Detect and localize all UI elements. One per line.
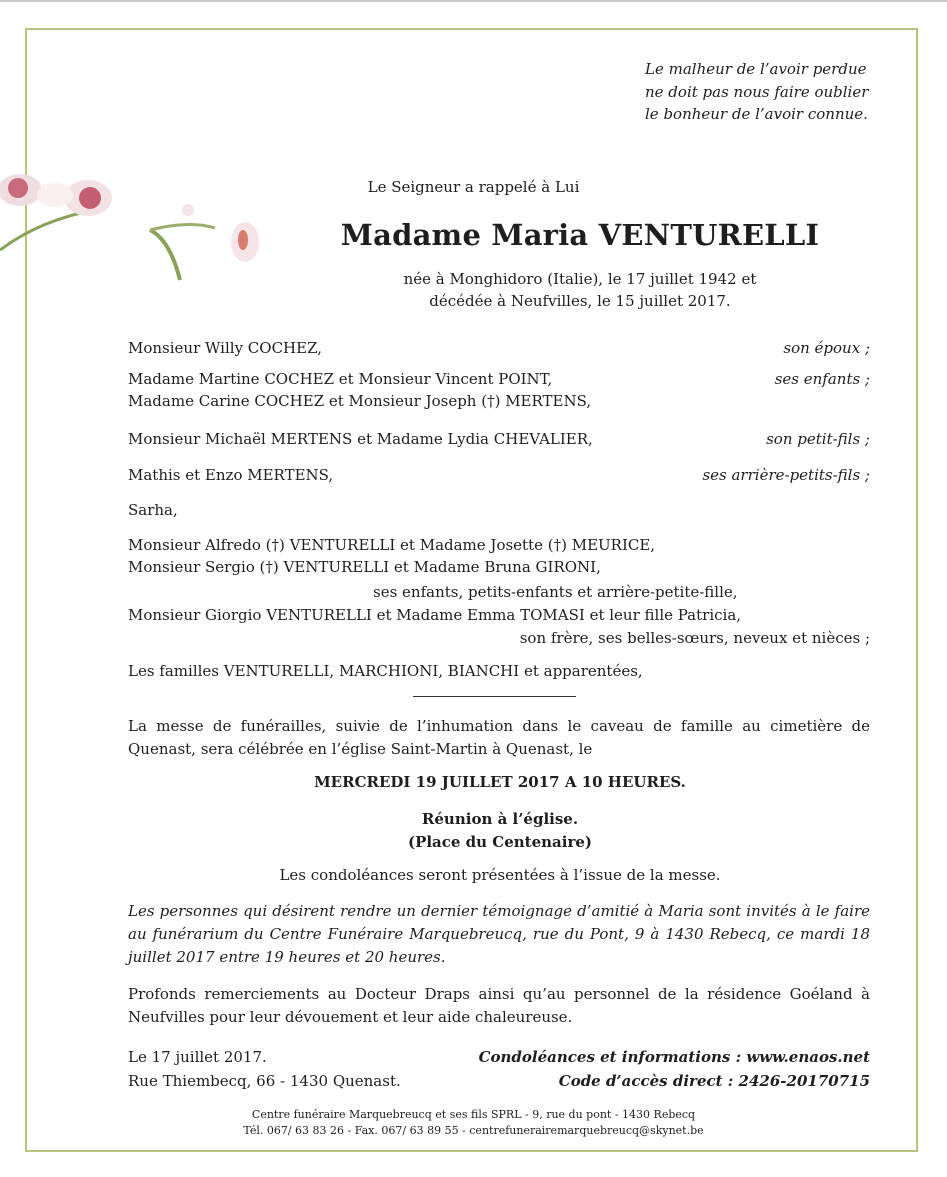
family-entry [128, 428, 870, 450]
quote-line: le bonheur de l’avoir connue. [645, 105, 868, 123]
family-entry [128, 660, 870, 682]
family-name: Les familles VENTURELLI, MARCHIONI, BIANCHI et apparentées, [128, 662, 643, 680]
funeral-text: La messe de funérailles, suivie de l’inhumation dans le caveau de famille au cimetière de Quenast, sera célébrée en l’église Saint-Martin à Quenast, le [128, 717, 870, 758]
notice-date: Le 17 juillet 2017. [128, 1048, 267, 1066]
family-relation: son frère, ses belles-sœurs, neveux et nièces ; [519, 629, 870, 647]
notice-address: Rue Thiembecq, 66 - 1430 Quenast. [128, 1072, 401, 1090]
intro-line: Le Seigneur a rappelé à Lui [367, 178, 580, 196]
epigraph-quote [645, 58, 905, 126]
date-place [128, 1045, 401, 1093]
family-name: Madame Martine COCHEZ et Monsieur Vincent POINT, [128, 370, 553, 388]
family-name: Sarha, [128, 501, 178, 519]
access-code: Code d’accès direct : 2426-20170715 [558, 1072, 870, 1090]
family-name: Monsieur Giorgio VENTURELLI et Madame Emma TOMASI et leur fille Patricia, [128, 606, 742, 624]
family-name: Mathis et Enzo MERTENS, [128, 466, 334, 484]
top-rule [0, 0, 947, 2]
meeting-info [0, 808, 947, 854]
separator-line [413, 696, 576, 697]
meeting-place: Réunion à l’église. [421, 810, 579, 828]
quote-line: Le malheur de l’avoir perdue [645, 60, 867, 78]
thanks-text: Profonds remerciements au Docteur Draps ainsi qu’au personnel de la résidence Goéland à Neufvilles pour leur dévouement et leur aide chaleureuse. [128, 985, 870, 1026]
family-relation: son époux ; [783, 339, 870, 357]
family-name: Monsieur Alfredo (†) VENTURELLI et Madame Josette (†) MEURICE, [128, 536, 656, 554]
family-name: Monsieur Sergio (†) VENTURELLI et Madame Bruna GIRONI, [128, 558, 601, 576]
family-relation: ses enfants ; [774, 370, 870, 388]
funerarium-text: Les personnes qui désirent rendre un dernier témoignage d’amitié à Maria sont invités à le faire au funérarium du Centre Funéraire Marquebreucq, rue du Pont, 9 à 1430 Rebecq, ce mardi 18 juillet 2017 entre 19 heures et 20 heures. [128, 902, 870, 966]
family-name: Monsieur Michaël MERTENS et Madame Lydia CHEVALIER, [128, 430, 593, 448]
birth-death-info [300, 268, 860, 312]
funeral-date: MERCREDI 19 JUILLET 2017 A 10 HEURES. [314, 773, 686, 791]
funeral-home-contact: Tél. 067/ 63 83 26 - Fax. 067/ 63 89 55 - centrefunerairemarquebreucq@skynet.be [243, 1124, 704, 1137]
family-entry [128, 368, 870, 412]
deceased-name: Madame Maria VENTURELLI [340, 218, 820, 252]
meeting-address: (Place du Centenaire) [407, 833, 593, 851]
family-entry [128, 499, 870, 521]
family-entry [128, 337, 870, 359]
death-line: décédée à Neufvilles, le 15 juillet 2017. [429, 292, 731, 310]
family-sub-relation [128, 627, 870, 649]
family-entry [128, 534, 870, 578]
condolences-note: Les condoléances seront présentées à l’issue de la messe. [279, 866, 721, 884]
condolences-website: Condoléances et informations : www.enaos.net [478, 1048, 870, 1066]
family-relation: ses enfants, petits-enfants et arrière-petite-fille, [373, 583, 738, 601]
quote-line: ne doit pas nous faire oublier [645, 82, 869, 101]
family-entry [128, 464, 870, 486]
family-entry [128, 604, 870, 626]
orchid-decoration [0, 150, 270, 290]
family-name: Monsieur Willy COCHEZ, [128, 339, 323, 357]
family-sub-relation [128, 581, 870, 603]
family-name: Madame Carine COCHEZ et Monsieur Joseph (†) MERTENS, [128, 392, 592, 410]
family-relation: son petit-fils ; [766, 430, 870, 448]
online-info [479, 1045, 870, 1093]
funeral-home-address: Centre funéraire Marquebreucq et ses fils SPRL - 9, rue du pont - 1430 Rebecq [251, 1108, 696, 1121]
family-relation: ses arrière-petits-fils ; [702, 466, 870, 484]
birth-line: née à Monghidoro (Italie), le 17 juillet 1942 et [403, 270, 757, 288]
funeral-home-footer [0, 1107, 947, 1139]
